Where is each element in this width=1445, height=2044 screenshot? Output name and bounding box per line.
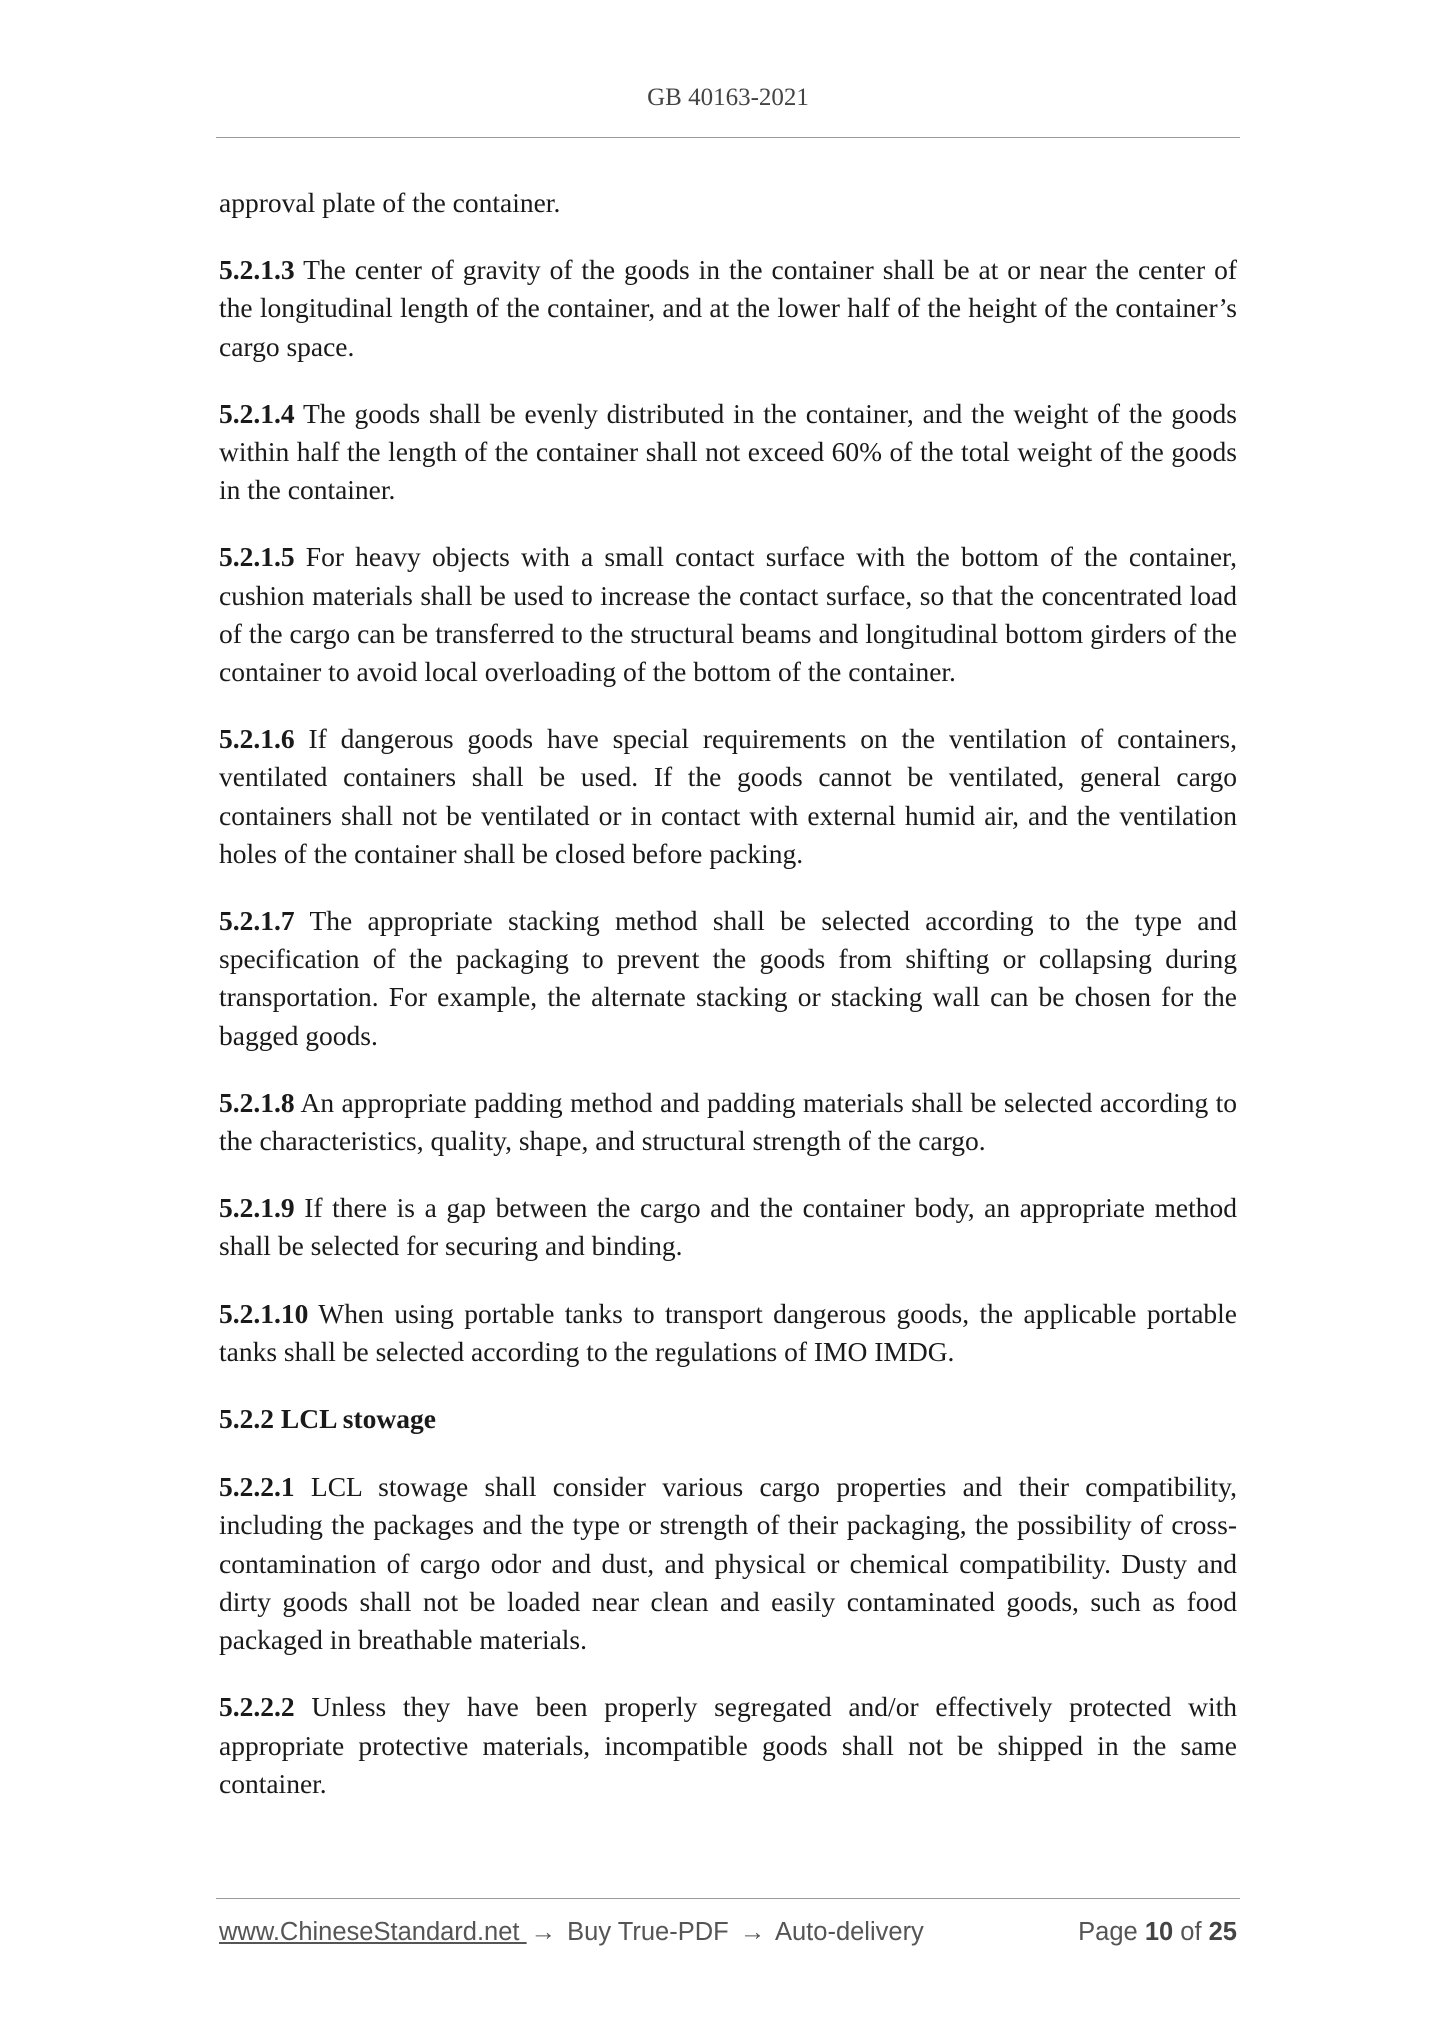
- paragraph-text: approval plate of the container.: [219, 187, 561, 218]
- footer-divider: [216, 1898, 1240, 1899]
- clause-5-2-1-10: [219, 1295, 1237, 1371]
- clause-5-2-1-8: [219, 1084, 1237, 1160]
- clause-text: LCL stowage shall consider various cargo properties and their compatibility, including the packages and the type or strength of their packaging, the possibility of cross-contamination of cargo odor and dust, and physical or chemical compatibility. Dusty and dirty goods shall not be loaded near clean and easily contaminated goods, such as food packaged in breathable materials.: [219, 1471, 1237, 1656]
- clause-number: 5.2.1.5: [219, 541, 295, 573]
- clause-5-2-2-2: [219, 1688, 1237, 1803]
- arrow-right-icon: →: [739, 1918, 766, 1946]
- clause-5-2-1-3: [219, 251, 1237, 366]
- clause-number: 5.2.1.4: [219, 397, 295, 429]
- clause-number: 5.2.1.6: [219, 723, 295, 755]
- page-body: [219, 184, 1237, 1832]
- clause-number: 5.2.2.2: [219, 1691, 295, 1723]
- clause-5-2-1-6: [219, 720, 1237, 873]
- clause-number: 5.2.1.7: [219, 905, 295, 937]
- section-heading: 5.2.2 LCL stowage: [219, 1403, 436, 1435]
- header-divider: [216, 137, 1240, 138]
- clause-text: If dangerous goods have special requirements on the ventilation of containers, ventilated containers shall be used. If the goods cannot be ventilated, general cargo containers shall not be ventilated or in contact with external humid air, and the ventilation holes of the container shall be closed before packing.: [219, 723, 1237, 869]
- page-total: 25: [1208, 1918, 1237, 1946]
- clause-5-2-2-1: [219, 1468, 1237, 1659]
- clause-5-2-1-4: [219, 395, 1237, 510]
- clause-text: The center of gravity of the goods in the container shall be at or near the center of the longitudinal length of the container, and at the lower half of the height of the container’s cargo space.: [219, 254, 1237, 362]
- clause-number: 5.2.1.9: [219, 1192, 295, 1224]
- page-header: GB 40163-2021: [647, 84, 809, 111]
- page-label: Page: [1078, 1918, 1145, 1946]
- buy-pdf-text: Buy True-PDF: [560, 1918, 736, 1946]
- clause-number: 5.2.1.8: [219, 1086, 295, 1118]
- clause-5-2-1-9: [219, 1189, 1237, 1265]
- clause-5-2-1-5: [219, 538, 1237, 691]
- clause-text: If there is a gap between the cargo and the container body, an appropriate method shall be selected for securing and binding.: [219, 1192, 1237, 1262]
- clause-text: An appropriate padding method and padding materials shall be selected according to the characteristics, quality, shape, and structural strength of the cargo.: [219, 1086, 1237, 1157]
- clause-text: For heavy objects with a small contact surface with the bottom of the container, cushion materials shall be used to increase the contact surface, so that the concentrated load of the cargo can be transferred to the structural beams and longitudinal bottom girders of the container to avoid local overloading of the bottom of the container.: [219, 541, 1237, 688]
- clause-text: Unless they have been properly segregated and/or effectively protected with appropriate protective materials, incompatible goods shall not be shipped in the same container.: [219, 1691, 1237, 1799]
- clause-text: The appropriate stacking method shall be selected according to the type and specification of the packaging to prevent the goods from shifting or collapsing during transportation. For example, the alternate stacking or stacking wall can be chosen for the bagged goods.: [219, 905, 1237, 1051]
- arrow-right-icon: →: [530, 1918, 557, 1946]
- page-current: 10: [1144, 1918, 1174, 1946]
- page-number: [1078, 1918, 1237, 1947]
- clause-5-2-1-7: [219, 902, 1237, 1055]
- auto-delivery-text: Auto-delivery: [769, 1918, 924, 1946]
- clause-text: When using portable tanks to transport dangerous goods, the applicable portable tanks shall be selected according to the regulations of IMO IMDG.: [219, 1297, 1237, 1367]
- page-of: of: [1173, 1918, 1209, 1946]
- paragraph-continuation: [219, 184, 1237, 222]
- clause-text: The goods shall be evenly distributed in the container, and the weight of the goods within half the length of the container shall not exceed 60% of the total weight of the goods in the container.: [219, 397, 1237, 506]
- clause-number: 5.2.2.1: [219, 1471, 295, 1503]
- clause-number: 5.2.1.3: [219, 254, 295, 286]
- clause-number: 5.2.1.10: [219, 1297, 309, 1329]
- website-link[interactable]: www.ChineseStandard.net: [219, 1918, 527, 1946]
- footer-links: [219, 1918, 924, 1947]
